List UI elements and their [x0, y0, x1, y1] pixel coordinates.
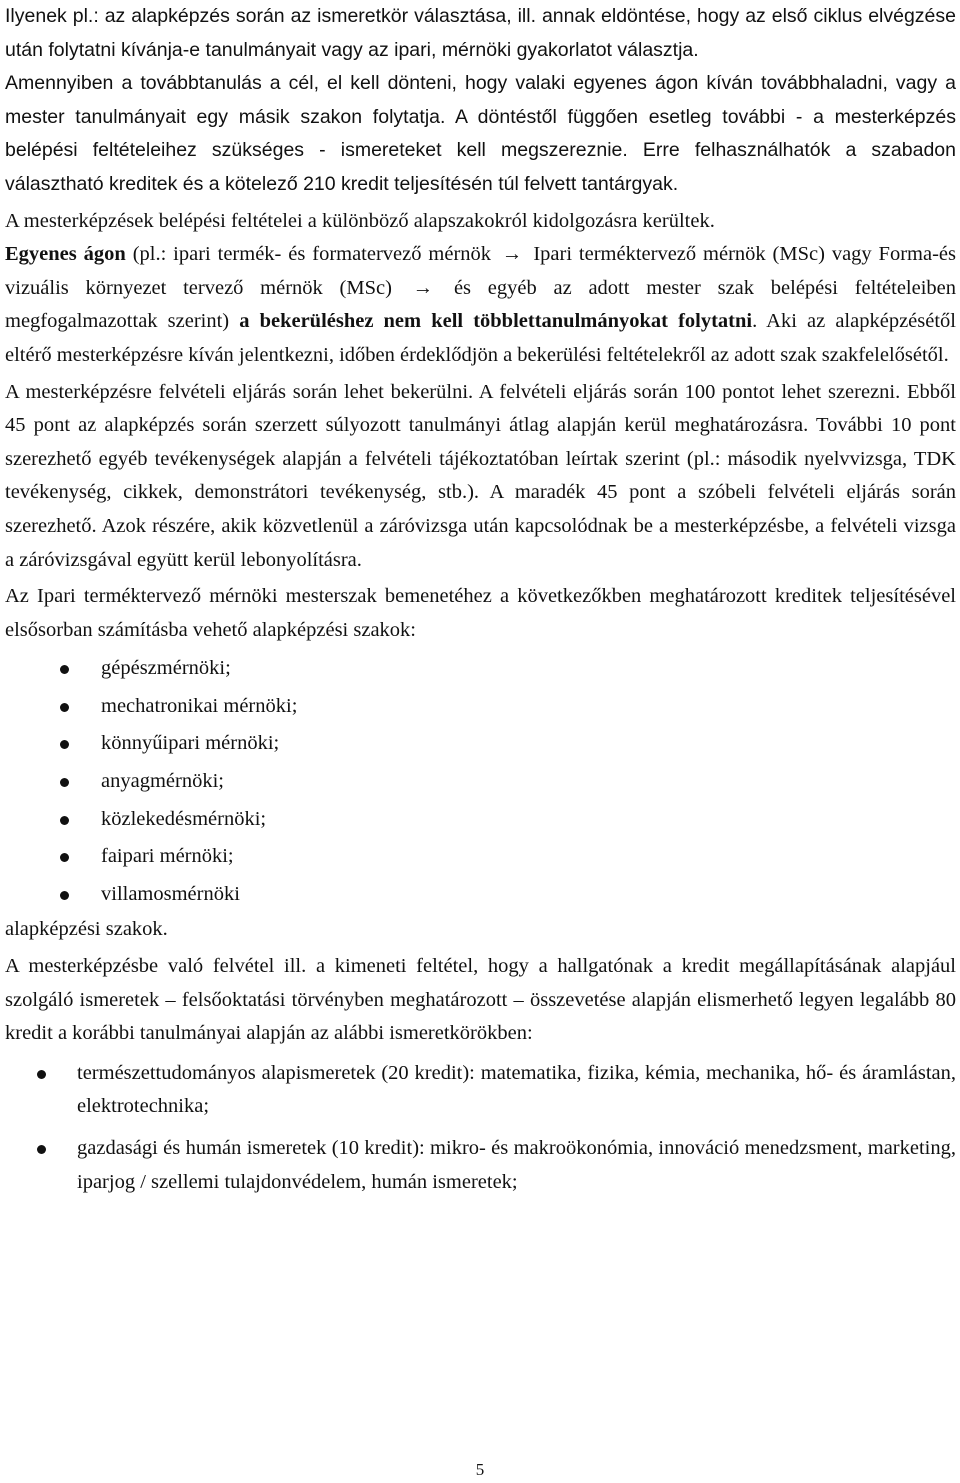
direct-branch-text-3: és egyéb az adott mester szak belépési feltételeiben megfogalmazottak szerint) [5, 276, 957, 333]
paragraph-credit-requirement: A mesterképzésbe való felvétel ill. a kimeneti feltétel, hogy a hallgatónak a kredit megállapításának alapjául szolgáló ismeretek – felsőoktatási törvényben meghatározott – összevetése alapján elismerhető legyen legalább 80 kredit a korábbi tanulmányai alapján az alábbi ismeretkörökben: [5, 955, 956, 1045]
list-item-label: közlekedésmérnöki; [101, 807, 267, 830]
document-page [5, 0, 956, 1207]
list-item [5, 838, 956, 876]
list-item-label: villamosmérnöki [101, 882, 240, 905]
list-item [5, 801, 956, 839]
list-item-label: gazdasági és humán ismeretek (10 kredit): mikro- és makroökonómia, innováció menedzsment, marketing, iparjog / szellemi tulajdonvédelem, humán ismeretek; [77, 1137, 956, 1193]
list-item-label: könnyűipari mérnöki; [101, 732, 280, 755]
paragraph-eligible-majors: Az Ipari terméktervező mérnöki mesterszak bemenetéhez a következőkben meghatározott kreditek teljesítésével elsősorban számításba vehető alapképzési szakok: [5, 585, 956, 641]
paragraph-intro: Ilyenek pl.: az alapképzés során az ismeretkör választása, ill. annak eldöntése, hogy az első ciklus elvégzése után folytatni kívánja-e tanulmányait vagy az ipari, mérnöki gyakorlatot választja. [5, 5, 956, 61]
bullet-icon [60, 853, 69, 862]
bullet-icon [60, 778, 69, 787]
paragraph-entry-conditions: A mesterképzések belépési feltételei a különböző alapszakokról kidolgozásra kerültek. [5, 209, 715, 232]
list-item [5, 1057, 956, 1124]
paragraph-continuation [5, 67, 956, 201]
paragraph-admission: A mesterképzésre felvételi eljárás során lehet bekerülni. A felvételi eljárás során 100 pontot lehet szerezni. Ebből 45 pont az alapképzés során szerzett súlyozott tanulmányi átlag alapján kerül meghatározásra. További 10 pont szerezhető egyéb tevékenységek alapján a felvételi tájékoztatóban leírtak szerint (pl.: második nyelvvizsga, TDK tevékenység, cikkek, demonstrátori tevékenység, stb.). A maradék 45 pont a szóbeli felvételi eljárás során szerezhető. Azok részére, akik közvetlenül a záróvizsga után kapcsolódnak be a mesterképzésbe, a felvételi vizsga a záróvizsgával együtt kerül lebonyolításra. [5, 380, 956, 571]
arrow-icon: → [501, 243, 523, 266]
list-item [5, 725, 956, 763]
direct-branch-text-2: Ipari terméktervező mérnök (MSc) vagy Forma-és vizuális környezet tervező mérnök (MSc) [5, 243, 956, 299]
direct-branch-text-1: (pl.: ipari termék- és formatervező mérnök [125, 243, 498, 266]
bullet-icon [60, 665, 69, 674]
paragraph-credits: Erre felhasználhatók a szabadon választható kreditek és a kötelező 210 kredit teljesítésén túl felvett tantárgyak. [5, 139, 956, 195]
list-item [5, 763, 956, 801]
list-item [5, 688, 956, 726]
bullet-icon [37, 1145, 46, 1154]
majors-list [5, 650, 956, 913]
bullet-icon [60, 891, 69, 900]
paragraph-continuation-sans: Amennyiben a továbbtanulás a cél, el kell dönteni, hogy valaki egyenes ágon kíván továbbhaladni, vagy a mester tanulmányait egy másik szakon folytatja. A döntéstől függően esetleg további - a mesterképzés belépési feltételeihez szükséges - ismereteket kell megszereznie. [5, 72, 956, 162]
list-item [5, 876, 956, 914]
direct-branch-bold: Egyenes ágon [5, 243, 126, 266]
no-extra-studies-bold: a bekerüléshez nem kell többlettanulmányokat folytatni [239, 310, 753, 333]
list-item [5, 1132, 956, 1199]
bullet-icon [37, 1070, 46, 1079]
bullet-icon [60, 816, 69, 825]
bullet-icon [60, 703, 69, 712]
requirements-list [5, 1057, 956, 1199]
paragraph-direct-branch [5, 238, 956, 372]
arrow-icon: → [412, 276, 434, 299]
list-item-label: anyagmérnöki; [101, 770, 224, 793]
list-item [5, 650, 956, 688]
page-number: 5 [475, 1460, 485, 1479]
list-item-label: természettudományos alapismeretek (20 kredit): matematika, fizika, kémia, mechanika, hő- és áramlástan, elektrotechnika; [77, 1061, 956, 1118]
list-item-label: faipari mérnöki; [101, 845, 234, 868]
direct-branch-text-4: . Aki az alapképzésétől eltérő mesterképzésre kíván jelentkezni, időben érdeklődjön a bekerülési feltételekről az adott szak szakfelelősétől. [5, 310, 956, 366]
list-item-label: mechatronikai mérnöki; [101, 694, 298, 717]
list-item-label: gépészmérnöki; [101, 657, 231, 680]
paragraph-majors-suffix: alapképzési szakok. [5, 918, 168, 941]
bullet-icon [60, 740, 69, 749]
